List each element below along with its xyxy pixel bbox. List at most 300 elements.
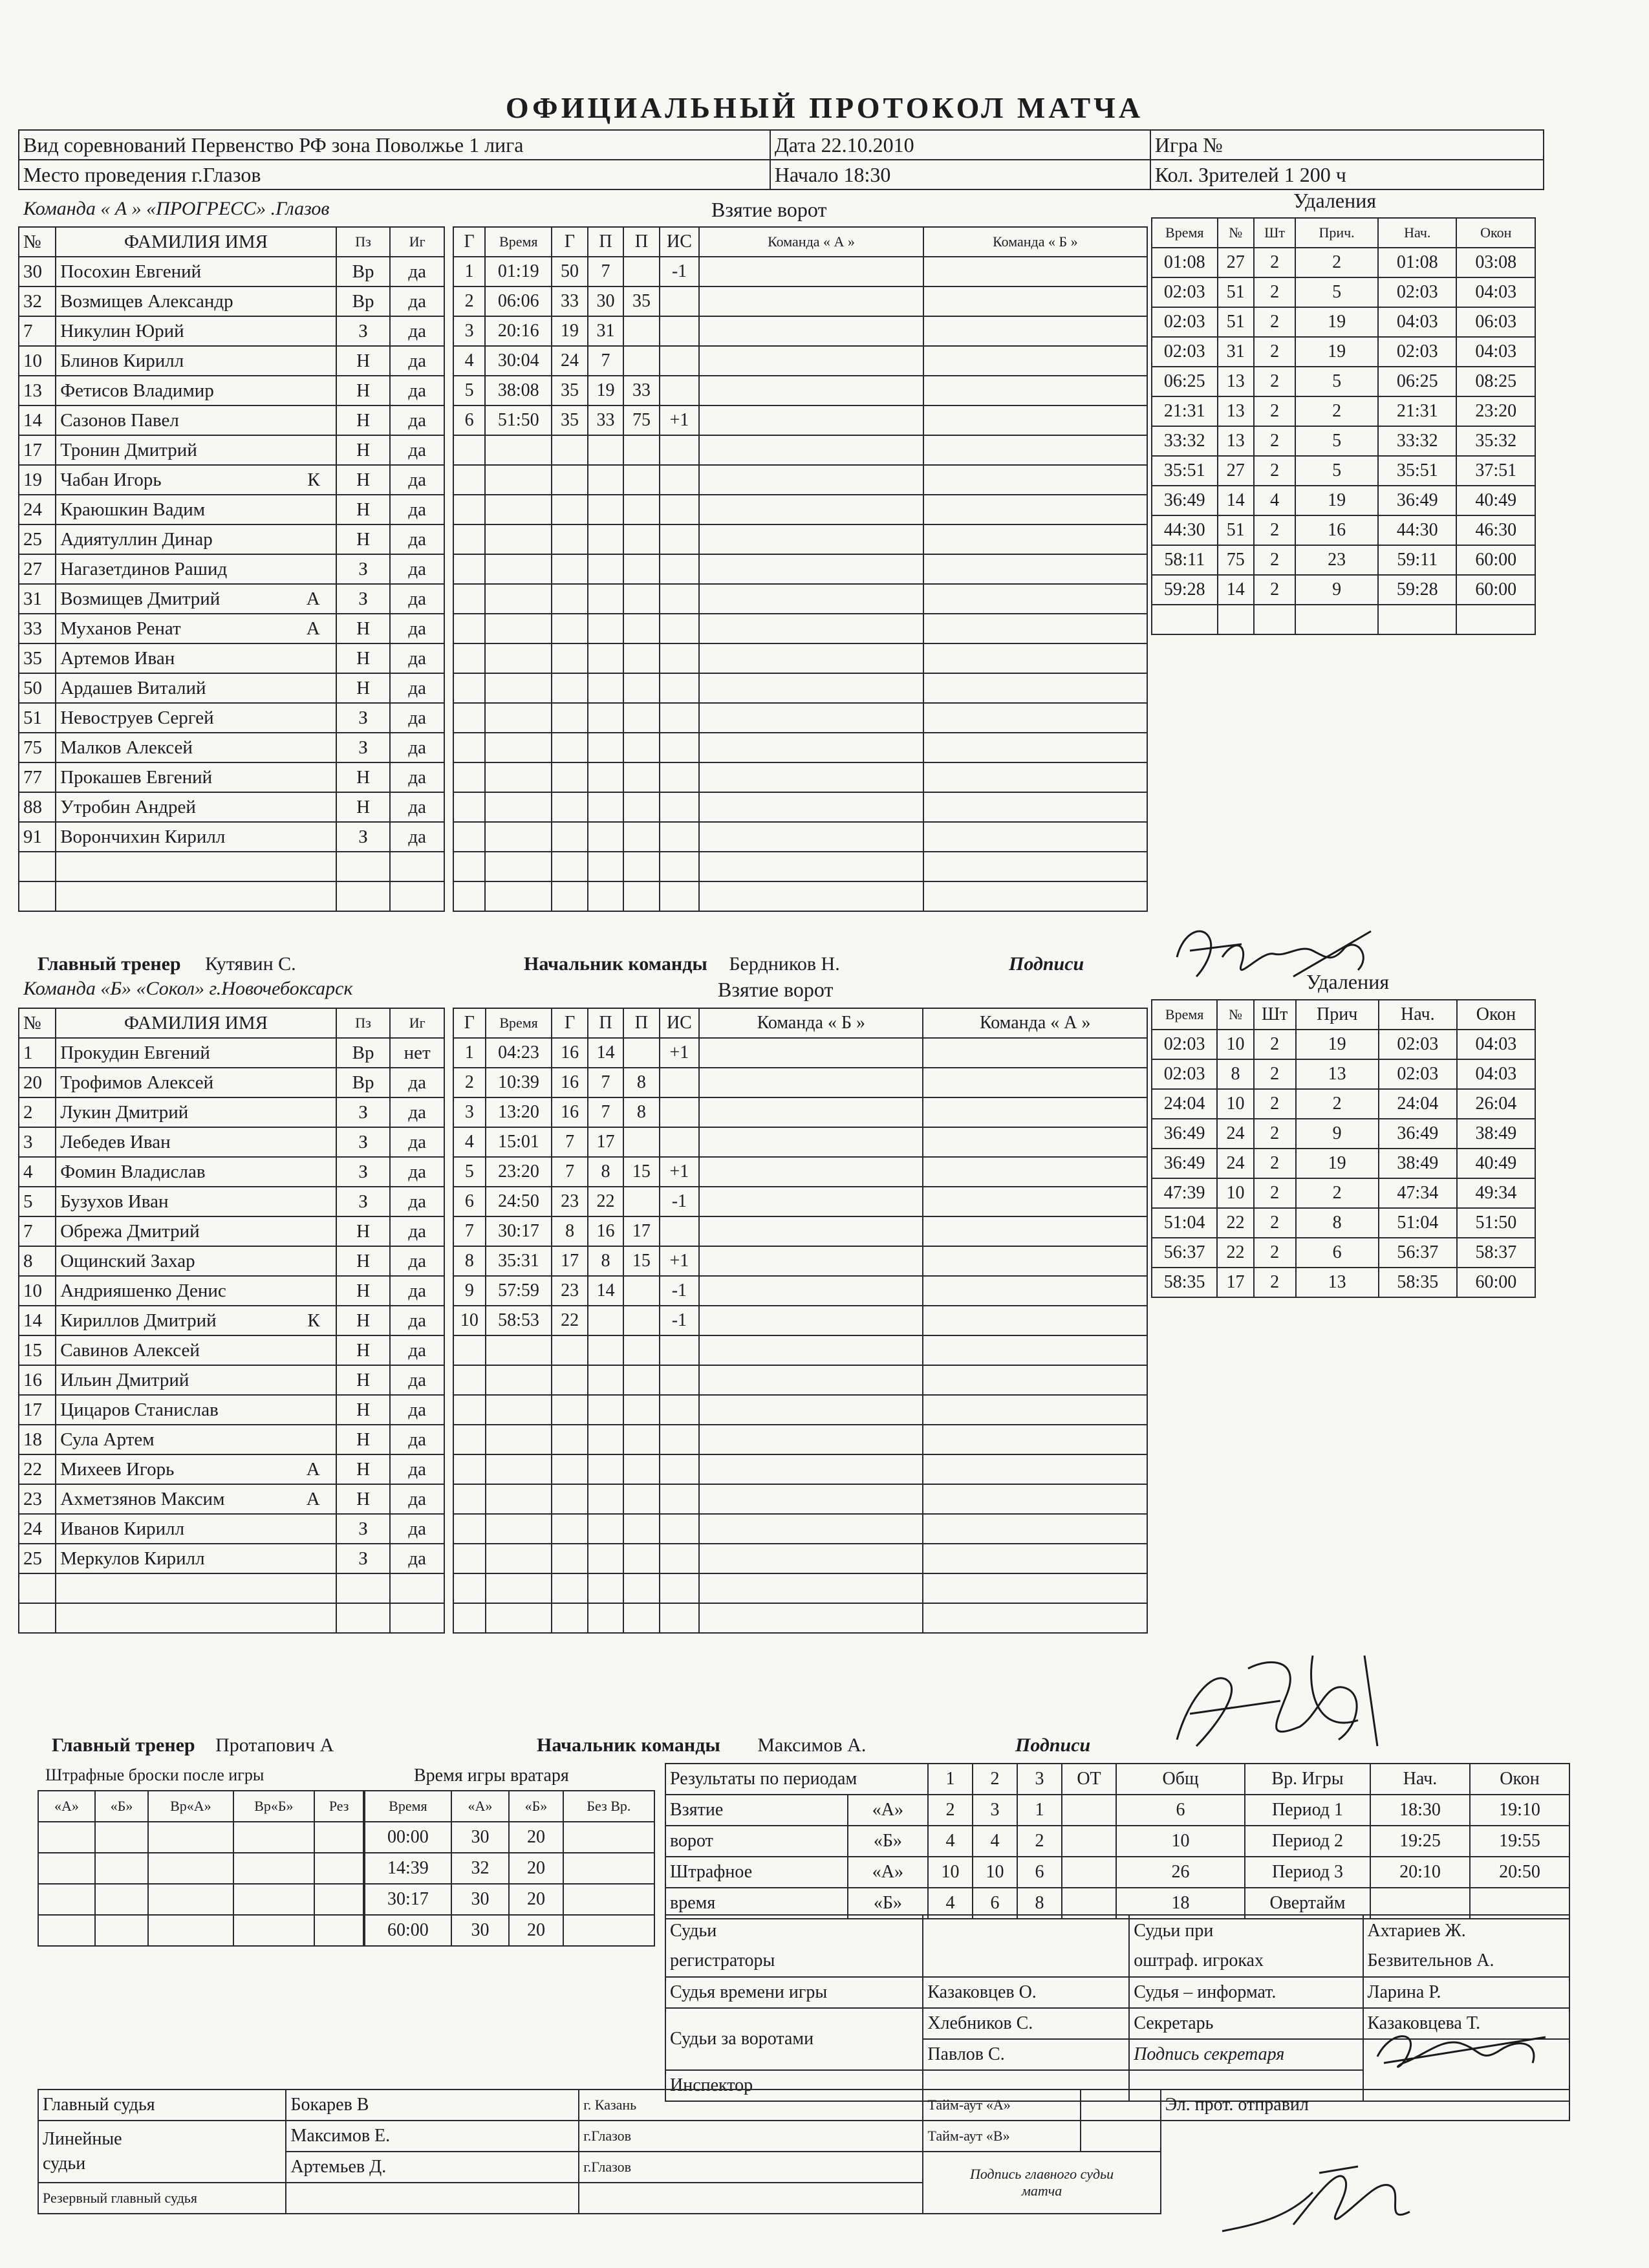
player-number: 2: [19, 1097, 56, 1127]
empty-cell: [588, 792, 623, 822]
penalty-row: [1152, 605, 1535, 634]
col-scorer: Г: [552, 227, 587, 257]
on-ice-cell: [699, 286, 923, 316]
empty-cell: [623, 524, 659, 554]
empty-cell: [486, 1514, 552, 1544]
player-position: З: [336, 1127, 391, 1157]
penalty-reason: 6: [1296, 1238, 1379, 1268]
player-row: [19, 1306, 444, 1335]
player-row: [19, 643, 444, 673]
goalie-cell: 30: [451, 1915, 509, 1946]
empty-cell: [1218, 605, 1254, 634]
col-assist2: П: [623, 1008, 659, 1038]
on-ice-cell: [923, 1038, 1147, 1068]
empty-cell: [486, 1425, 552, 1454]
team-a-penalties-title: Удаления: [1293, 189, 1377, 212]
period-1-head: 1: [928, 1764, 973, 1795]
empty-cell: [623, 1484, 659, 1514]
empty-cell: [552, 1335, 587, 1365]
goal-index: 1: [453, 1038, 486, 1068]
team-b-goals: [453, 1008, 1148, 1634]
player-played: да: [390, 1216, 444, 1246]
penalty-end: 49:34: [1457, 1178, 1535, 1208]
player-position: Н: [336, 1246, 391, 1276]
empty-cell: [623, 435, 659, 465]
goal-assist-1: 16: [588, 1216, 623, 1246]
goal-row: [453, 1127, 1147, 1157]
penalty-time: 36:49: [1152, 1119, 1217, 1149]
empty-cell: [486, 1335, 552, 1365]
penalty-time: 59:28: [1152, 575, 1218, 605]
goal-row: [453, 376, 1147, 405]
player-row: [19, 1425, 444, 1454]
player-played: да: [390, 1068, 444, 1097]
on-ice-cell: [699, 554, 923, 584]
empty-cell: [660, 1573, 700, 1603]
empty-cell: [486, 1395, 552, 1425]
empty-cell: [552, 673, 587, 703]
linesman-2: Артемьев Д.: [286, 2152, 579, 2183]
player-name-cell: [56, 762, 336, 792]
on-ice-cell: [699, 405, 923, 435]
empty-cell: [485, 584, 552, 614]
game-time-head: Вр. Игры: [1245, 1764, 1370, 1795]
player-name: Блинов Кирилл: [60, 350, 184, 371]
team-b-roster: [18, 1008, 445, 1634]
on-ice-cell: [699, 376, 923, 405]
period-2-head: 2: [973, 1764, 1017, 1795]
penalty-start: 02:03: [1378, 337, 1456, 367]
col-pen-start: Нач.: [1378, 218, 1456, 248]
player-number: 14: [19, 1306, 56, 1335]
penalty-reason: 16: [1295, 515, 1378, 545]
on-ice-cell: [699, 465, 923, 495]
secretary-signature: [1364, 2018, 1558, 2076]
player-name: Михеев Игорь: [60, 1458, 175, 1480]
goalie-time-title: Время игры вратаря: [414, 1766, 569, 1786]
period-value: [1062, 1857, 1116, 1888]
player-name: Иванов Кирилл: [60, 1518, 185, 1539]
period-value: 10: [928, 1857, 973, 1888]
player-position: З: [336, 1544, 391, 1573]
start-head: Нач.: [1370, 1764, 1470, 1795]
player-position: З: [336, 1157, 391, 1187]
goal-assist-2: 17: [623, 1216, 659, 1246]
on-ice-cell: [699, 703, 923, 733]
goalie-cell: 30:17: [365, 1884, 451, 1915]
goal-assist-1: 7: [588, 257, 623, 286]
goal-time: 06:06: [485, 286, 552, 316]
goal-index: 8: [453, 1246, 486, 1276]
player-played: да: [390, 405, 444, 435]
shootout-col: Вр«Б»: [233, 1791, 315, 1822]
goal-time: 15:01: [486, 1127, 552, 1157]
empty-cell: [552, 1573, 587, 1603]
player-position: Н: [336, 1454, 391, 1484]
empty-cell: [552, 1365, 587, 1395]
penalty-player: 24: [1217, 1149, 1253, 1178]
empty-cell: [486, 1603, 552, 1633]
goal-scorer: 16: [552, 1097, 587, 1127]
player-row: [19, 554, 444, 584]
penalty-time: 24:04: [1152, 1089, 1217, 1119]
on-ice-cell: [923, 1276, 1147, 1306]
player-number: 17: [19, 1395, 56, 1425]
player-number: 88: [19, 792, 56, 822]
empty-cell: [588, 1395, 623, 1425]
goal-row: [453, 346, 1147, 376]
player-row: [19, 1068, 444, 1097]
player-name-cell: [56, 584, 336, 614]
penalty-player: 51: [1218, 515, 1254, 545]
team-a-coach: Кутявин С.: [205, 953, 296, 975]
player-position: Н: [336, 435, 391, 465]
empty-cell: [588, 1454, 623, 1484]
match-date: Дата 22.10.2010: [770, 130, 1150, 160]
goal-assist-1: 7: [588, 1068, 623, 1097]
player-number: 10: [19, 1276, 56, 1306]
period-name: Период 3: [1245, 1857, 1370, 1888]
player-row: [19, 495, 444, 524]
goalie-cell: [563, 1915, 654, 1946]
on-ice-cell: [699, 1514, 923, 1544]
empty-cell: [660, 1484, 700, 1514]
player-name-cell: [56, 435, 336, 465]
player-name: Цицаров Станислав: [60, 1399, 219, 1420]
player-played: да: [390, 257, 444, 286]
goal-row: [453, 1454, 1147, 1484]
on-ice-cell: [923, 1068, 1147, 1097]
player-played: да: [390, 1335, 444, 1365]
player-number: 91: [19, 822, 56, 852]
empty-cell: [453, 643, 485, 673]
penalty-reason: 2: [1296, 1178, 1379, 1208]
player-position: З: [336, 554, 391, 584]
on-ice-cell: [699, 1306, 923, 1335]
team-b-manager-label: Начальник команды: [537, 1734, 720, 1756]
player-position: З: [336, 1187, 391, 1216]
player-row: [19, 1603, 444, 1633]
period-team: «А»: [848, 1857, 928, 1888]
empty-cell: [588, 673, 623, 703]
goalie-row: [365, 1884, 654, 1915]
player-name: Ощинский Захар: [60, 1250, 195, 1271]
col-pen-start: Нач.: [1379, 1000, 1457, 1030]
player-name: Бузухов Иван: [60, 1191, 169, 1212]
goalie-col: Время: [365, 1791, 451, 1822]
penalty-minutes: 2: [1254, 396, 1295, 426]
penalty-player: 51: [1218, 307, 1254, 337]
player-number: 8: [19, 1246, 56, 1276]
empty-cell: [1456, 605, 1535, 634]
player-number: 3: [19, 1127, 56, 1157]
penalty-end: 04:03: [1456, 277, 1535, 307]
player-name: Муханов Ренат: [60, 618, 181, 639]
periods-title: Результаты по периодам: [665, 1764, 928, 1795]
venue: Место проведения г.Глазов: [19, 160, 770, 189]
period-value: 26: [1116, 1857, 1245, 1888]
col-pen-reason: Прич.: [1295, 218, 1378, 248]
on-ice-cell: [923, 1544, 1147, 1573]
period-value: 3: [973, 1795, 1017, 1826]
goalie-cell: 20: [509, 1853, 563, 1884]
col-played: Иг: [390, 227, 444, 257]
goal-time: 30:04: [485, 346, 552, 376]
empty-cell: [660, 524, 700, 554]
penalty-reason: 23: [1295, 545, 1378, 575]
player-number: 7: [19, 316, 56, 346]
player-name-cell: [56, 346, 336, 376]
goal-scorer: 7: [552, 1157, 587, 1187]
penalty-row: [1152, 1208, 1535, 1238]
player-row: [19, 703, 444, 733]
penalty-time: 33:32: [1152, 426, 1218, 456]
player-name-cell: [56, 554, 336, 584]
on-ice-cell: [923, 1365, 1147, 1395]
goal-scorer: 33: [552, 286, 587, 316]
penalty-start: 59:28: [1378, 575, 1456, 605]
on-ice-cell: [923, 881, 1147, 911]
empty-cell: [453, 1484, 486, 1514]
team-a-goals-title: Взятие ворот: [711, 198, 827, 221]
penalty-player: 22: [1217, 1238, 1253, 1268]
player-number: 25: [19, 524, 56, 554]
player-played: да: [390, 1097, 444, 1127]
goal-index: 5: [453, 376, 485, 405]
empty-cell: [660, 852, 700, 881]
player-position: Н: [336, 465, 391, 495]
goal-assist-1: 8: [588, 1246, 623, 1276]
penalty-row: [1152, 1030, 1535, 1059]
empty-cell: [453, 733, 485, 762]
player-number: 24: [19, 1514, 56, 1544]
empty-cell: [623, 1573, 659, 1603]
goalie-cell: 20: [509, 1822, 563, 1853]
header-table: [18, 129, 1544, 190]
goal-assist-1: 30: [588, 286, 623, 316]
penalty-end: 04:03: [1456, 337, 1535, 367]
player-name: Возмищев Александр: [60, 290, 233, 312]
goal-assist-1: 31: [588, 316, 623, 346]
empty-cell: [552, 435, 587, 465]
goal-situation: +1: [660, 405, 700, 435]
empty-cell: [660, 762, 700, 792]
empty-cell: [623, 614, 659, 643]
empty-cell: [588, 495, 623, 524]
player-name: Лебедев Иван: [60, 1131, 171, 1152]
empty-cell: [623, 852, 659, 881]
empty-cell: [660, 614, 700, 643]
player-number: 10: [19, 346, 56, 376]
player-row: [19, 376, 444, 405]
on-ice-cell: [699, 822, 923, 852]
goal-row: [453, 316, 1147, 346]
empty-cell: [19, 852, 56, 881]
penalty-end: 26:04: [1457, 1089, 1535, 1119]
period-row-label: Взятие: [665, 1795, 848, 1826]
penalty-start: 36:49: [1379, 1119, 1457, 1149]
player-name: Сула Артем: [60, 1429, 155, 1450]
col-situation: ИС: [660, 227, 700, 257]
player-position: З: [336, 584, 391, 614]
goal-assist-2: [623, 346, 659, 376]
empty-cell: [588, 762, 623, 792]
empty-cell: [623, 1544, 659, 1573]
player-position: Н: [336, 1335, 391, 1365]
goal-row: [453, 257, 1147, 286]
player-number: 35: [19, 643, 56, 673]
player-played: да: [390, 376, 444, 405]
player-position: Н: [336, 1484, 391, 1514]
player-row: [19, 673, 444, 703]
player-name-cell: [56, 257, 336, 286]
penalty-reason: 5: [1295, 367, 1378, 396]
empty-cell: [390, 1573, 444, 1603]
penalty-start: 36:49: [1378, 486, 1456, 515]
empty-cell: [660, 673, 700, 703]
empty-cell: [336, 852, 391, 881]
goal-scorer: 35: [552, 405, 587, 435]
goal-assist-2: 15: [623, 1246, 659, 1276]
penalty-end: 08:25: [1456, 367, 1535, 396]
player-played: да: [390, 346, 444, 376]
penalty-reason: 2: [1295, 396, 1378, 426]
empty-cell: [453, 435, 485, 465]
empty-cell: [660, 1544, 700, 1573]
goal-assist-2: [623, 1127, 659, 1157]
penalty-time: 56:37: [1152, 1238, 1217, 1268]
empty-cell: [453, 762, 485, 792]
player-position: Вр: [336, 1038, 391, 1068]
on-ice-cell: [699, 1127, 923, 1157]
player-played: да: [390, 1425, 444, 1454]
player-row: [19, 762, 444, 792]
empty-cell: [660, 1454, 700, 1484]
col-pos: Пз: [336, 1008, 391, 1038]
goalie-col: «А»: [451, 1791, 509, 1822]
player-row: [19, 524, 444, 554]
empty-cell: [485, 524, 552, 554]
goal-situation: [660, 1097, 700, 1127]
team-a-signatures-label: Подписи: [1009, 953, 1084, 975]
empty-cell: [623, 1365, 659, 1395]
empty-cell: [486, 1365, 552, 1395]
on-ice-cell: [699, 435, 923, 465]
on-ice-cell: [923, 435, 1147, 465]
penalty-reason: 9: [1296, 1119, 1379, 1149]
empty-cell: [390, 1603, 444, 1633]
empty-cell: [552, 524, 587, 554]
player-name-cell: [56, 465, 336, 495]
goal-row: [453, 1425, 1147, 1454]
period-value: 2: [1017, 1826, 1062, 1857]
on-ice-cell: [923, 495, 1147, 524]
player-row: [19, 733, 444, 762]
player-name-cell: [56, 1276, 336, 1306]
goal-row: [453, 1573, 1147, 1603]
timeout-a: Тайм-аут «А»: [923, 2090, 1081, 2121]
empty-cell: [552, 465, 587, 495]
goal-situation: [660, 1127, 700, 1157]
penalty-minutes: 2: [1254, 1268, 1296, 1297]
penalty-player: 10: [1217, 1089, 1253, 1119]
empty-cell: [623, 733, 659, 762]
penalty-minutes: 2: [1254, 1119, 1296, 1149]
penalty-minutes: 2: [1254, 307, 1295, 337]
player-row: [19, 1365, 444, 1395]
penalty-minutes: 2: [1254, 1178, 1296, 1208]
goalie-row: [365, 1853, 654, 1884]
goal-judge-1: Хлебников С.: [923, 2008, 1129, 2039]
player-name-cell: [56, 1514, 336, 1544]
player-number: 51: [19, 703, 56, 733]
goal-row: [453, 1365, 1147, 1395]
empty-cell: [1254, 605, 1295, 634]
penalty-row: [1152, 1149, 1535, 1178]
empty-cell: [485, 881, 552, 911]
goal-row: [453, 286, 1147, 316]
period-value: 1: [1017, 1795, 1062, 1826]
goal-index: 2: [453, 286, 485, 316]
player-number: 4: [19, 1157, 56, 1187]
penalty-minutes: 2: [1254, 1208, 1296, 1238]
penalty-start: 02:03: [1379, 1030, 1457, 1059]
goal-time: 13:20: [486, 1097, 552, 1127]
player-name: Никулин Юрий: [60, 320, 184, 341]
player-played: да: [390, 1484, 444, 1514]
periods-table: [665, 1763, 1570, 1919]
penalty-start: 33:32: [1378, 426, 1456, 456]
player-name-cell: [56, 1425, 336, 1454]
player-name: Тронин Дмитрий: [60, 439, 197, 460]
game-time-judge: Казаковцев О.: [923, 1977, 1129, 2008]
player-name: Фомин Владислав: [60, 1161, 206, 1182]
goal-scorer: 17: [552, 1246, 587, 1276]
player-name: Ахметзянов Максим: [60, 1488, 225, 1509]
on-ice-cell: [699, 1454, 923, 1484]
penalty-end: 06:03: [1456, 307, 1535, 337]
penalty-minutes: 4: [1254, 486, 1295, 515]
player-played: да: [390, 1365, 444, 1395]
col-played: Иг: [390, 1008, 444, 1038]
player-row: [19, 1573, 444, 1603]
col-pen-min: Шт: [1254, 218, 1295, 248]
penalty-time: 58:35: [1152, 1268, 1217, 1297]
on-ice-cell: [699, 733, 923, 762]
goal-assist-2: 8: [623, 1097, 659, 1127]
shootout-col: Рез: [314, 1791, 363, 1822]
player-position: З: [336, 1514, 391, 1544]
player-name-cell: [56, 1246, 336, 1276]
on-ice-cell: [923, 405, 1147, 435]
goal-situation: [660, 346, 700, 376]
penalty-time: 47:39: [1152, 1178, 1217, 1208]
penalty-time: 02:03: [1152, 337, 1218, 367]
empty-cell: [552, 1425, 587, 1454]
period-row-label: ворот: [665, 1826, 848, 1857]
goal-assist-2: [623, 1306, 659, 1335]
col-pen-reason: Прич: [1296, 1000, 1379, 1030]
empty-cell: [623, 643, 659, 673]
empty-cell: [552, 643, 587, 673]
empty-cell: [453, 703, 485, 733]
on-ice-cell: [699, 881, 923, 911]
period-team: «Б»: [848, 1888, 928, 1919]
timeout-b: Тайм-аут «В»: [923, 2121, 1081, 2152]
main-referee-label: Главный судья: [38, 2090, 286, 2121]
penalty-row: [1152, 1059, 1535, 1089]
goal-situation: +1: [660, 1038, 700, 1068]
